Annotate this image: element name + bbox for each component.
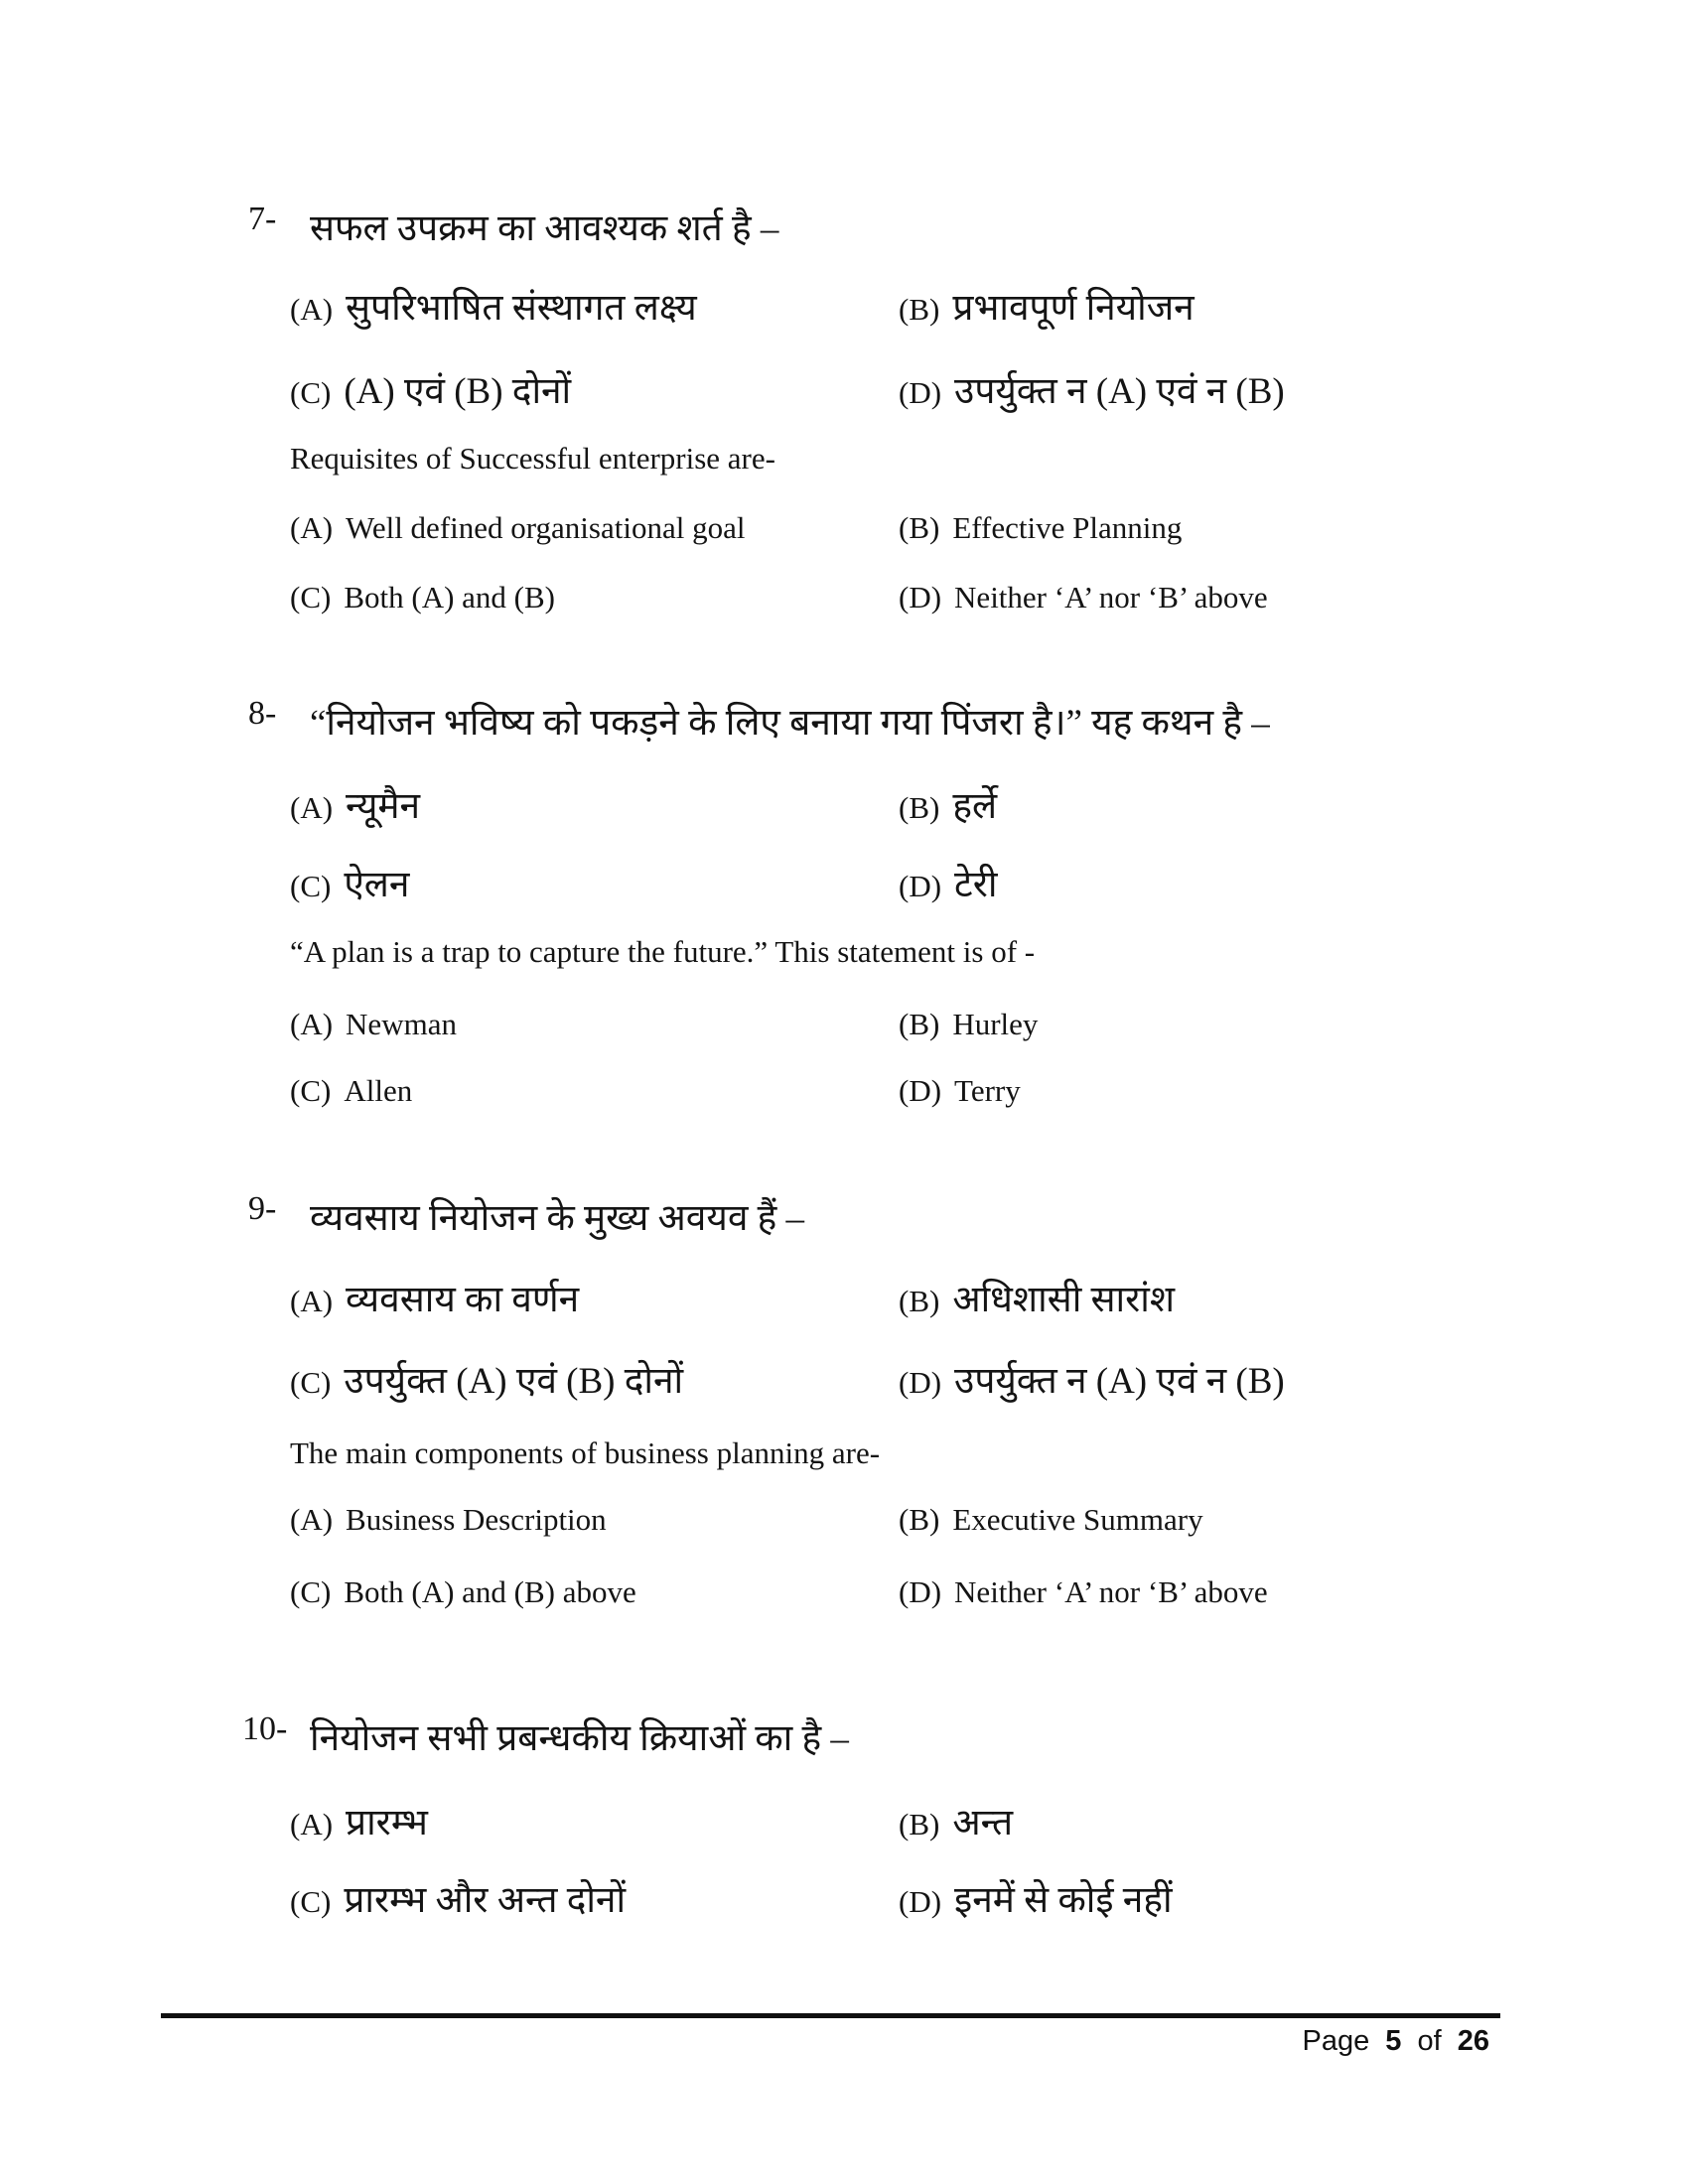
option-a [290, 280, 697, 331]
option-text: इनमें से कोई नहीं [954, 1880, 1173, 1921]
option-text: उपर्युक्त (A) एवं (B) दोनों [344, 1361, 684, 1402]
page-label: Page [1302, 2025, 1370, 2057]
option-b [899, 1007, 1038, 1042]
question-9-hindi-heading [0, 1190, 1688, 1242]
option-label: (B) [899, 1284, 940, 1318]
question-8-english-heading [0, 934, 1688, 986]
current-page-number: 5 [1385, 2025, 1402, 2057]
option-b [899, 1795, 1013, 1845]
option-text: ऐलन [344, 865, 410, 905]
question-9-english-options-cd [0, 1574, 1688, 1626]
question-8-english-options-ab [0, 1007, 1688, 1058]
option-text: Both (A) and (B) above [344, 1574, 636, 1609]
option-c [290, 1872, 626, 1923]
question-number: 7- [248, 201, 277, 237]
question-10-hindi-heading [0, 1710, 1688, 1762]
option-label: (C) [290, 1884, 332, 1919]
question-7-hindi-options-cd [0, 363, 1688, 415]
option-d [899, 363, 1285, 414]
option-label: (A) [290, 1807, 334, 1842]
option-label: (D) [899, 375, 942, 410]
question-9-english-heading [0, 1435, 1688, 1487]
option-d [899, 1872, 1173, 1923]
question-8-hindi-options-ab [0, 778, 1688, 830]
question-text-hindi: नियोजन सभी प्रबन्धकीय क्रियाओं का है – [310, 1718, 849, 1759]
option-b [899, 778, 997, 829]
option-text: उपर्युक्त न (A) एवं न (B) [954, 1361, 1285, 1402]
option-label: (B) [899, 790, 940, 825]
option-text: Hurley [952, 1007, 1039, 1041]
option-label: (D) [899, 1073, 942, 1108]
option-label: (B) [899, 1007, 940, 1041]
option-label: (D) [899, 869, 942, 903]
option-text: न्यूमैन [346, 786, 421, 827]
option-a [290, 1795, 428, 1845]
option-text: सुपरिभाषित संस्थागत लक्ष्य [346, 288, 697, 329]
option-label: (D) [899, 1365, 942, 1400]
option-text: Effective Planning [952, 510, 1183, 545]
option-text: Well defined organisational goal [346, 510, 746, 545]
option-label: (D) [899, 580, 942, 614]
option-d [899, 857, 997, 907]
option-text: Allen [344, 1073, 413, 1108]
option-text: Executive Summary [952, 1502, 1203, 1537]
option-label: (C) [290, 1574, 332, 1609]
option-text: (A) एवं (B) दोनों [344, 371, 572, 412]
option-label: (A) [290, 292, 334, 327]
option-a [290, 1007, 457, 1042]
option-label: (A) [290, 1284, 334, 1318]
option-label: (A) [290, 790, 334, 825]
option-c [290, 857, 409, 907]
total-pages-number: 26 [1457, 2025, 1489, 2057]
option-label: (B) [899, 292, 940, 327]
option-text: हर्ले [952, 786, 998, 827]
question-9-hindi-options-ab [0, 1272, 1688, 1323]
option-d [899, 1353, 1285, 1404]
question-text-english: “A plan is a trap to capture the future.” This statement is of - [290, 934, 1036, 969]
question-8-english-options-cd [0, 1073, 1688, 1125]
option-text: प्रारम्भ और अन्त दोनों [344, 1880, 627, 1921]
question-7-english-options-cd [0, 580, 1688, 631]
option-c [290, 1353, 683, 1404]
option-label: (B) [899, 1502, 940, 1537]
question-9-hindi-options-cd [0, 1353, 1688, 1405]
page-indicator [161, 2025, 1489, 2058]
option-label: (D) [899, 1884, 942, 1919]
option-c [290, 363, 571, 414]
option-a [290, 510, 745, 546]
option-label: (A) [290, 1007, 334, 1041]
question-9-english-options-ab [0, 1502, 1688, 1554]
question-text-hindi: सफल उपक्रम का आवश्यक शर्त है – [310, 208, 779, 249]
option-label: (C) [290, 375, 332, 410]
option-text: टेरी [954, 865, 998, 905]
option-b [899, 1502, 1203, 1538]
question-number: 10- [242, 1710, 288, 1747]
option-b [899, 510, 1182, 546]
option-text: उपर्युक्त न (A) एवं न (B) [954, 371, 1285, 412]
option-b [899, 1272, 1175, 1322]
option-d [899, 580, 1268, 615]
option-c [290, 580, 555, 615]
question-number: 8- [248, 695, 277, 732]
option-text: प्रारम्भ [346, 1803, 428, 1843]
option-text: Neither ‘A’ nor ‘B’ above [954, 1574, 1268, 1609]
option-text: Business Description [346, 1502, 607, 1537]
option-label: (D) [899, 1574, 942, 1609]
question-text-hindi: “नियोजन भविष्य को पकड़ने के लिए बनाया गया पिंजरा है।” यह कथन है – [310, 703, 1270, 744]
question-7-english-options-ab [0, 510, 1688, 562]
option-label: (B) [899, 1807, 940, 1842]
option-text: Neither ‘A’ nor ‘B’ above [954, 580, 1268, 614]
footer-divider-line [161, 2013, 1500, 2018]
option-a [290, 778, 420, 829]
question-10-hindi-options-cd [0, 1872, 1688, 1924]
question-8-hindi-options-cd [0, 857, 1688, 908]
option-text: अधिशासी सारांश [952, 1280, 1175, 1320]
question-text-hindi: व्यवसाय नियोजन के मुख्य अवयव हैं – [310, 1198, 805, 1239]
question-7-english-heading [0, 441, 1688, 492]
option-b [899, 280, 1195, 331]
option-a [290, 1502, 607, 1538]
option-text: अन्त [952, 1803, 1014, 1843]
option-label: (C) [290, 580, 332, 614]
option-a [290, 1272, 579, 1322]
option-text: Newman [346, 1007, 457, 1041]
option-text: व्यवसाय का वर्णन [346, 1280, 580, 1320]
question-text-english: The main components of business planning are- [290, 1435, 881, 1470]
question-text-english: Requisites of Successful enterprise are- [290, 441, 775, 476]
option-text: Both (A) and (B) [344, 580, 555, 614]
option-label: (C) [290, 1365, 332, 1400]
option-label: (B) [899, 510, 940, 545]
option-text: प्रभावपूर्ण नियोजन [952, 288, 1195, 329]
option-d [899, 1073, 1021, 1109]
question-number: 9- [248, 1190, 277, 1227]
option-c [290, 1073, 412, 1109]
question-10-hindi-options-ab [0, 1795, 1688, 1846]
option-c [290, 1574, 636, 1610]
option-label: (A) [290, 1502, 334, 1537]
option-label: (C) [290, 869, 332, 903]
of-label: of [1417, 2025, 1442, 2057]
option-label: (A) [290, 510, 334, 545]
option-label: (C) [290, 1073, 332, 1108]
question-7-hindi-heading [0, 201, 1688, 252]
question-8-hindi-heading [0, 695, 1688, 747]
question-7-hindi-options-ab [0, 280, 1688, 332]
option-d [899, 1574, 1268, 1610]
option-text: Terry [954, 1073, 1021, 1108]
